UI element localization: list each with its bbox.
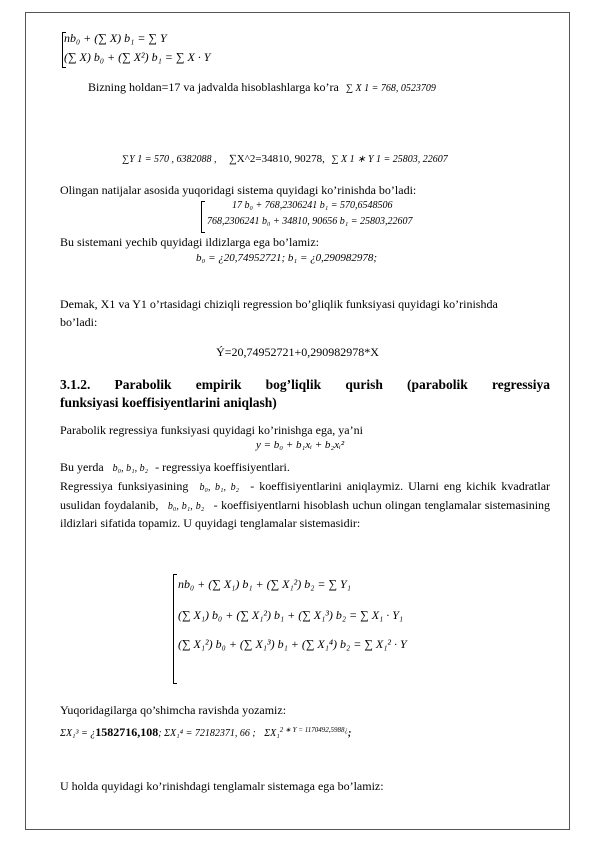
- sum-x2: ∑X^2=34810, 90278,: [228, 153, 325, 165]
- para-p1-b: - koeffisiyentlarini aniqlaymiz. Ularni eng kichik kvadratlar usulidan foydalanib,: [60, 479, 551, 512]
- roots: b₀ = ¿20,74952721; b₁ = ¿0,290982978;: [196, 252, 378, 264]
- system1-brace: [62, 32, 66, 68]
- system3-brace: [173, 574, 177, 684]
- coeff-prefix: Bu yerda: [60, 460, 104, 474]
- sum-x2y-label: ΣX₁: [264, 728, 280, 739]
- intro-sentence: Bizning holdan=17 va jadvalda hisoblashlarga ko’ra: [88, 80, 339, 94]
- section-heading-line2: funksiyasi koeffisiyentlarini aniqlash): [60, 395, 277, 410]
- sum-xy: ∑ X 1 ∗ Y 1 = 25803, 22607: [331, 154, 448, 165]
- para-p1-c: - koeffisiyentlarni hisoblash uchun olingan tenglamalar sistemasining ildizlari sifatida topamiz. U quyidagi tenglamalar sistemasidir:: [60, 497, 551, 530]
- additional-text: Yuqoridagilarga qo’shimcha ravishda yozamiz:: [60, 703, 287, 717]
- system3-eq3: (∑ X₁²) b₀ + (∑ X₁³) b₁ + (∑ X₁⁴) b₂ = ∑ X₁² · Y: [178, 637, 407, 651]
- regression-paragraph: [60, 478, 550, 533]
- system3-eq1: nb₀ + (∑ X₁) b₁ + (∑ X₁²) b₂ = ∑ Y₁: [178, 577, 351, 591]
- demak-paragraph: Demak, X1 va Y1 o’rtasidagi chiziqli regression bo’gliqlik funksiyasi quyidagi ko’rinishda bo’ladi:: [60, 297, 498, 329]
- additional-sums: [60, 725, 351, 740]
- sum-x-fourth: ; ΣX₁⁴ = 72182371, 66 ;: [158, 728, 256, 739]
- sum-x-cubed-label: ΣX₁³ = ¿: [60, 728, 96, 739]
- parabolic-intro: Parabolik regressiya funksiyasi quyidagi ko’rinishga ega, ya’ni: [60, 423, 363, 437]
- system2-eq1: 17 b₀ + 768,2306241 b₁ = 570,6548506: [232, 200, 393, 211]
- system3-eq2: (∑ X₁) b₀ + (∑ X₁²) b₁ + (∑ X₁³) b₂ = ∑ X₁ · Y₁: [178, 608, 404, 622]
- sum-x1: ∑ X 1 = 768, 0523709: [345, 83, 436, 94]
- system-intro: Olingan natijalar asosida yuqoridagi sistema quyidagi ko’rinishda bo’ladi:: [60, 183, 417, 197]
- parabolic-formula: y = b₀ + b₁xᵢ + b₂xᵢ²: [256, 439, 345, 451]
- final-text: U holda quyidagi ko’rinishdagi tenglamalr sistemaga ega bo’lamiz:: [60, 779, 384, 793]
- section-heading: [60, 376, 550, 412]
- para-p1-symbols: b₀, b₁, b₂: [199, 482, 240, 493]
- system2-eq2: 768,2306241 b₀ + 34810, 90656 b₁ = 25803,22607: [207, 216, 413, 227]
- sum-x-cubed-value: 1582716,108: [95, 725, 159, 739]
- coeff-symbols: b₀, b₁, b₂: [112, 463, 149, 474]
- para-p1-a: Regressiya funksiyasining: [60, 479, 189, 493]
- system2-brace: [201, 201, 205, 233]
- sum-x2y-sup: 2 ∗ Y = 1170492,5988¿: [279, 726, 348, 734]
- sum-x2y-end: ;: [347, 728, 352, 739]
- solve-text: Bu sistemani yechib quyidagi ildizlarga ega bo’lamiz:: [60, 235, 320, 249]
- system1-eq2: (∑ X) b₀ + (∑ X²) b₁ = ∑ X · Y: [64, 50, 211, 64]
- coeff-suffix: - regressiya koeffisiyentlari.: [155, 460, 290, 474]
- section-heading-line1: 3.1.2. Parabolik empirik bog’liqlik qurish (parabolik regressiya: [60, 377, 550, 392]
- para-p1-symbols-2: b₀, b₁, b₂: [167, 500, 205, 512]
- system1-eq1: nb₀ + (∑ X) b₁ = ∑ Y: [64, 31, 167, 45]
- linear-equation: Ý=20,74952721+0,290982978*X: [216, 345, 379, 359]
- sum-y1: ∑Y 1 = 570 , 6382088 ,: [122, 154, 217, 165]
